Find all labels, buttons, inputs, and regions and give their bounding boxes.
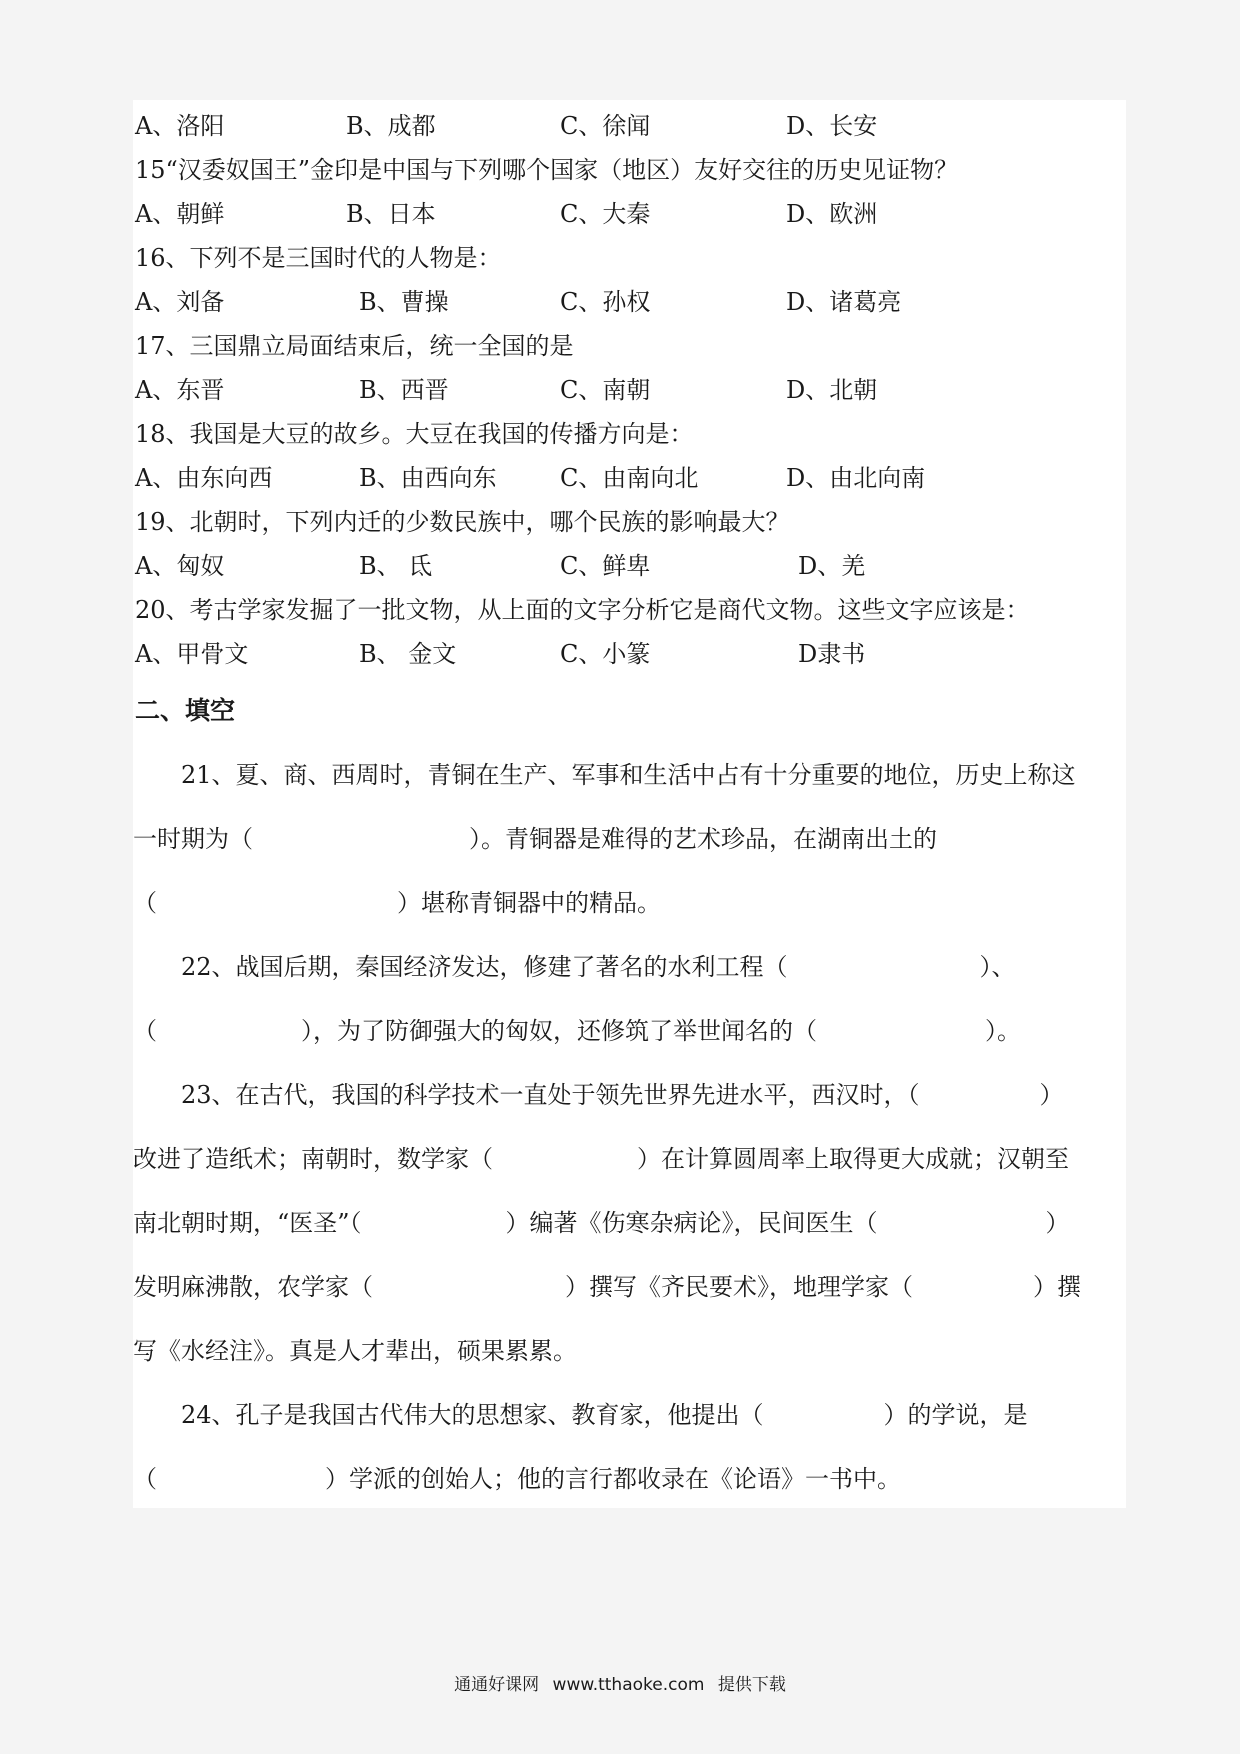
fill-line: 23、在古代，我国的科学技术一直处于领先世界先进水平，西汉时，（ ） — [133, 1081, 1064, 1109]
option-c: C、大秦 — [560, 200, 651, 228]
option-d: D、长安 — [786, 112, 878, 140]
fill-line: 24、孔子是我国古代伟大的思想家、教育家，他提出（ ）的学说，是 — [133, 1401, 1028, 1429]
exam-sheet — [133, 100, 1126, 1508]
option-c: C、小篆 — [560, 640, 651, 668]
footer-note: 提供下载 — [717, 1675, 786, 1695]
option-d: D、由北向南 — [786, 464, 926, 492]
option-b: B、西晋 — [359, 376, 449, 404]
option-c: C、徐闻 — [560, 112, 651, 140]
question-17-stem: 17、三国鼎立局面结束后，统一全国的是 — [135, 332, 574, 360]
footer-site-name: 通通好课网 — [454, 1675, 540, 1695]
option-c: C、南朝 — [560, 376, 651, 404]
option-a: A、东晋 — [135, 376, 225, 404]
option-a: A、洛阳 — [135, 112, 225, 140]
option-c: C、由南向北 — [560, 464, 699, 492]
fill-line: （ ），为了防御强大的匈奴，还修筑了举世闻名的（ ）。 — [133, 1017, 1021, 1045]
page-footer — [0, 1670, 1240, 1695]
fill-line: 发明麻沸散，农学家（ ）撰写《齐民要术》，地理学家（ ）撰 — [133, 1273, 1081, 1301]
option-a: A、由东向西 — [135, 464, 273, 492]
question-20-stem: 20、考古学家发掘了一批文物，从上面的文字分析它是商代文物。这些文字应该是： — [135, 596, 1030, 624]
option-c: C、孙权 — [560, 288, 651, 316]
fill-line: （ ）堪称青铜器中的精品。 — [133, 889, 661, 917]
option-d: D、诸葛亮 — [786, 288, 902, 316]
option-d: D隶书 — [798, 640, 866, 668]
option-c: C、鲜卑 — [560, 552, 651, 580]
option-b: B、 金文 — [359, 640, 457, 668]
question-16-stem: 16、下列不是三国时代的人物是： — [135, 244, 502, 272]
section-heading-fill-in: 二、填空 — [135, 696, 236, 725]
question-19-stem: 19、北朝时，下列内迁的少数民族中，哪个民族的影响最大？ — [135, 508, 790, 536]
option-b: B、成都 — [346, 112, 436, 140]
option-a: A、匈奴 — [135, 552, 225, 580]
fill-line: 21、夏、商、西周时，青铜在生产、军事和生活中占有十分重要的地位，历史上称这 — [133, 761, 1076, 789]
fill-line: 写《水经注》。真是人才辈出，硕果累累。 — [133, 1337, 577, 1365]
option-b: B、由西向东 — [359, 464, 497, 492]
question-18-stem: 18、我国是大豆的故乡。大豆在我国的传播方向是： — [135, 420, 694, 448]
option-a: A、朝鲜 — [135, 200, 225, 228]
option-d: D、羌 — [798, 552, 866, 580]
option-b: B、 氐 — [359, 552, 433, 580]
option-a: A、甲骨文 — [135, 640, 249, 668]
option-d: D、北朝 — [786, 376, 878, 404]
footer-url-link[interactable]: www.tthaoke.com — [552, 1675, 705, 1695]
fill-line: 南北朝时期，“医圣”（ ）编著《伤寒杂病论》，民间医生（ ） — [133, 1209, 1070, 1237]
option-b: B、日本 — [346, 200, 436, 228]
fill-line: 改进了造纸术；南朝时，数学家（ ）在计算圆周率上取得更大成就；汉朝至 — [133, 1145, 1069, 1173]
option-b: B、曹操 — [359, 288, 449, 316]
option-d: D、欧洲 — [786, 200, 878, 228]
fill-line: 22、战国后期，秦国经济发达，修建了著名的水利工程（ ）、 — [133, 953, 1016, 981]
question-15-stem: 15“汉委奴国王”金印是中国与下列哪个国家（地区）友好交往的历史见证物？ — [135, 156, 959, 184]
option-a: A、刘备 — [135, 288, 225, 316]
fill-line: （ ）学派的创始人；他的言行都收录在《论语》一书中。 — [133, 1465, 901, 1493]
fill-line: 一时期为（ ）。青铜器是难得的艺术珍品，在湖南出土的 — [133, 825, 937, 853]
